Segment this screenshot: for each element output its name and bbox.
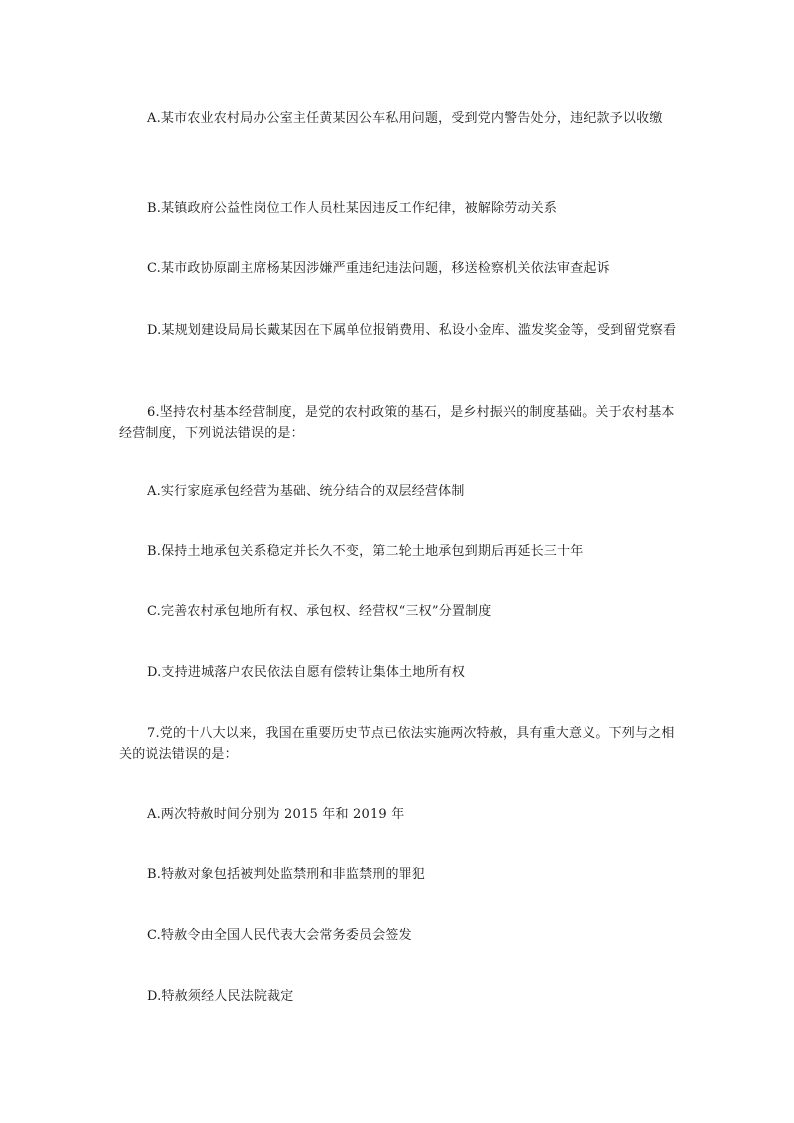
option-c-q7: C.特赦令由全国人民代表大会常务委员会签发 (147, 928, 412, 943)
option-b-q7: B.特赦对象包括被判处监禁刑和非监禁刑的罪犯 (147, 867, 426, 882)
option-c-q5: C.某市政协原副主席杨某因涉嫌严重违纪违法问题，移送检察机关依法审查起诉 (147, 261, 610, 276)
option-b-q5: B.某镇政府公益性岗位工作人员杜某因违反工作纪律，被解除劳动关系 (147, 201, 558, 216)
question-6: 6.坚持农村基本经营制度，是党的农村政策的基石，是乡村振兴的制度基础。关于农村基本经营制度，下列说法错误的是： (119, 405, 675, 441)
option-d-q6: D.支持进城落户农民依法自愿有偿转让集体土地所有权 (147, 665, 466, 680)
option-a-q5: A.某市农业农村局办公室主任黄某因公车私用问题，受到党内警告处分，违纪款予以收缴 (147, 111, 663, 126)
option-d-q7: D.特赦须经人民法院裁定 (147, 989, 294, 1004)
option-a-q6: A.实行家庭承包经营为基础、统分结合的双层经营体制 (147, 484, 465, 499)
option-d-q5: D.某规划建设局局长戴某因在下属单位报销费用、私设小金库、滥发奖金等，受到留党察看 (147, 323, 677, 338)
question-7: 7.党的十八大以来，我国在重要历史节点已依法实施两次特赦，具有重大意义。下列与之相关的说法错误的是： (119, 726, 675, 762)
option-c-q6: C.完善农村承包地所有权、承包权、经营权“三权”分置制度 (147, 604, 492, 619)
option-b-q6: B.保持土地承包关系稳定并长久不变，第二轮土地承包到期后再延长三十年 (147, 544, 584, 559)
option-a-q7: A.两次特赦时间分别为 2015 年和 2019 年 (147, 807, 405, 822)
